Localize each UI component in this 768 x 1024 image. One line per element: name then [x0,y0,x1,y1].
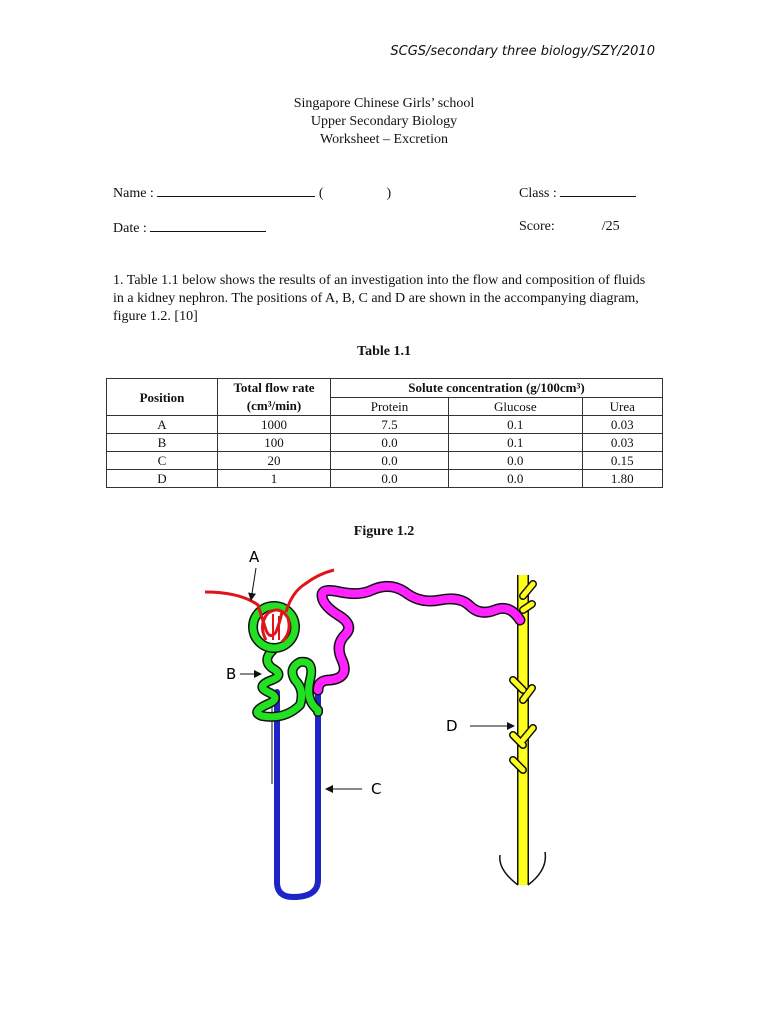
proximal-tubule [257,650,318,717]
question-1: 1. Table 1.1 below shows the results of an investigation into the flow and composition of fluids in a kidney nephron. The positions of A, B, C and D are shown in the accompanying diagram, figure 1.2. [10] [113,273,646,324]
cell-position: D [107,470,218,488]
header-flow-rate: Total flow rate (cm³/min) [218,379,331,416]
table-caption: Table 1.1 [357,344,411,359]
cell-protein: 0.0 [331,434,449,452]
cell-glucose: 0.0 [449,452,583,470]
course-name: Upper Secondary Biology [310,114,458,129]
label-b: B [226,665,237,683]
label-a: A [249,548,260,566]
header-solute: Solute concentration (g/100cm³) [331,379,663,398]
cell-protein: 0.0 [331,452,449,470]
header-tag: SCGS/secondary three biology/SZY/2010 [390,44,655,59]
cell-glucose: 0.1 [449,416,583,434]
date-label: Date : [113,221,147,236]
worksheet-title: Worksheet – Excretion [320,132,448,147]
score-total: /25 [601,219,620,234]
cell-protein: 7.5 [331,416,449,434]
cell-flow: 1 [218,470,331,488]
cell-position: C [107,452,218,470]
score-label: Score: [519,219,555,234]
label-d: D [446,717,458,735]
header-position: Position [107,379,218,416]
label-c: C [371,780,382,798]
cell-urea: 1.80 [582,470,662,488]
cell-glucose: 0.0 [449,470,583,488]
cell-glucose: 0.1 [449,434,583,452]
cell-flow: 20 [218,452,331,470]
name-paren-open: ( [318,186,324,201]
figure-caption: Figure 1.2 [353,524,415,539]
distal-tubule [318,586,520,690]
cell-position: B [107,434,218,452]
cell-urea: 0.15 [582,452,662,470]
cell-flow: 1000 [218,416,331,434]
cell-position: A [107,416,218,434]
cell-urea: 0.03 [582,416,662,434]
cell-flow: 100 [218,434,331,452]
subheader-protein: Protein [331,397,449,416]
class-label: Class : [519,186,557,201]
cell-protein: 0.0 [331,470,449,488]
subheader-glucose: Glucose [449,397,583,416]
cell-urea: 0.03 [582,434,662,452]
school-name: Singapore Chinese Girls’ school [293,96,475,111]
arrow-a [251,568,256,600]
subheader-urea: Urea [582,397,662,416]
name-label: Name : [113,186,154,201]
name-paren-close: ) [386,186,392,201]
